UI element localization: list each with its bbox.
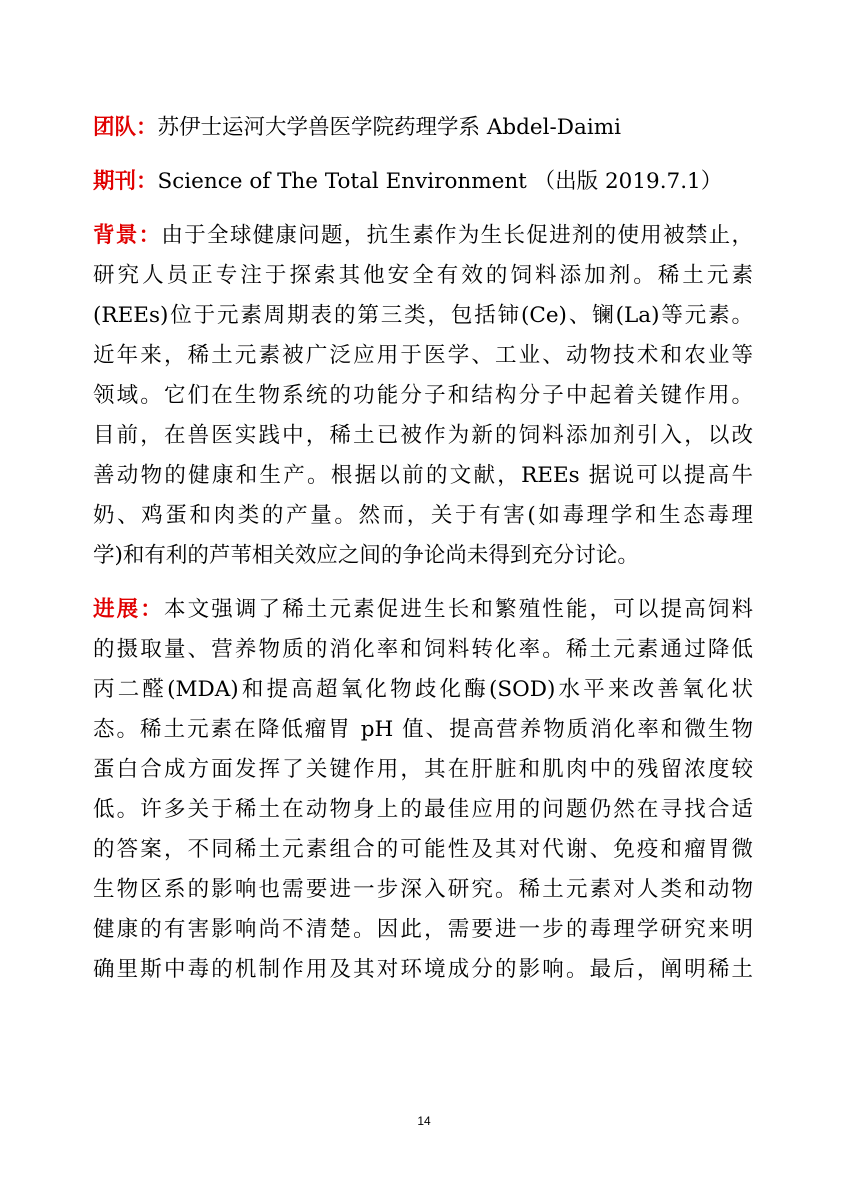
progress-line: 丙二醛(MDA)和提高超氧化物歧化酶(SOD)水平来改善氧化状 (93, 677, 753, 702)
background-line: 领域。它们在生物系统的功能分子和结构分子中起着关键作用。 (93, 383, 753, 408)
page-number: 14 (417, 1114, 431, 1128)
background-line: 奶、鸡蛋和肉类的产量。然而，关于有害(如毒理学和生态毒理 (93, 503, 753, 528)
progress-line: 确里斯中毒的机制作用及其对环境成分的影响。最后，阐明稀土 (93, 957, 753, 982)
background-line: 背景：由于全球健康问题，抗生素作为生长促进剂的使用被禁止， (93, 223, 753, 248)
background-label: 背景： (93, 223, 162, 248)
background-line: 善动物的健康和生产。根据以前的文献，REEs 据说可以提高牛 (93, 463, 753, 488)
background-line: 目前，在兽医实践中，稀土已被作为新的饲料添加剂引入，以改 (93, 423, 753, 448)
progress-line: 进展：本文强调了稀土元素促进生长和繁殖性能，可以提高饲料 (93, 597, 753, 622)
progress-line: 的答案，不同稀土元素组合的可能性及其对代谢、免疫和瘤胃微 (93, 837, 753, 862)
progress-line: 的摄取量、营养物质的消化率和饲料转化率。稀土元素通过降低 (93, 637, 753, 662)
background-line: 近年来，稀土元素被广泛应用于医学、工业、动物技术和农业等 (93, 343, 753, 368)
background-line: 研究人员正专注于探索其他安全有效的饲料添加剂。稀土元素 (93, 263, 753, 288)
journal-text: Science of The Total Environment （出版 2019.7.1） (157, 169, 723, 194)
team-line (93, 108, 753, 148)
article-summary (93, 108, 753, 990)
team-label: 团队： (93, 115, 158, 140)
journal-label: 期刊： (93, 169, 158, 194)
progress-line: 健康的有害影响尚不清楚。因此，需要进一步的毒理学研究来明 (93, 917, 753, 942)
progress-label: 进展： (93, 597, 164, 622)
progress-line: 生物区系的影响也需要进一步深入研究。稀土元素对人类和动物 (93, 877, 753, 902)
progress-line: 态。稀土元素在降低瘤胃 pH 值、提高营养物质消化率和微生物 (93, 717, 753, 742)
progress-line: 蛋白合成方面发挥了关键作用，其在肝脏和肌肉中的残留浓度较 (93, 757, 753, 782)
journal-line (93, 162, 753, 202)
team-text: 苏伊士运河大学兽医学院药理学系 Abdel-Daimi (157, 115, 621, 140)
background-line: 学)和有利的芦苇相关效应之间的争论尚未得到充分讨论。 (93, 543, 639, 568)
progress-paragraph (93, 590, 753, 990)
progress-line: 低。许多关于稀土在动物身上的最佳应用的问题仍然在寻找合适 (93, 797, 753, 822)
background-paragraph (93, 216, 753, 576)
background-line: (REEs)位于元素周期表的第三类，包括铈(Ce)、镧(La)等元素。 (93, 303, 753, 328)
